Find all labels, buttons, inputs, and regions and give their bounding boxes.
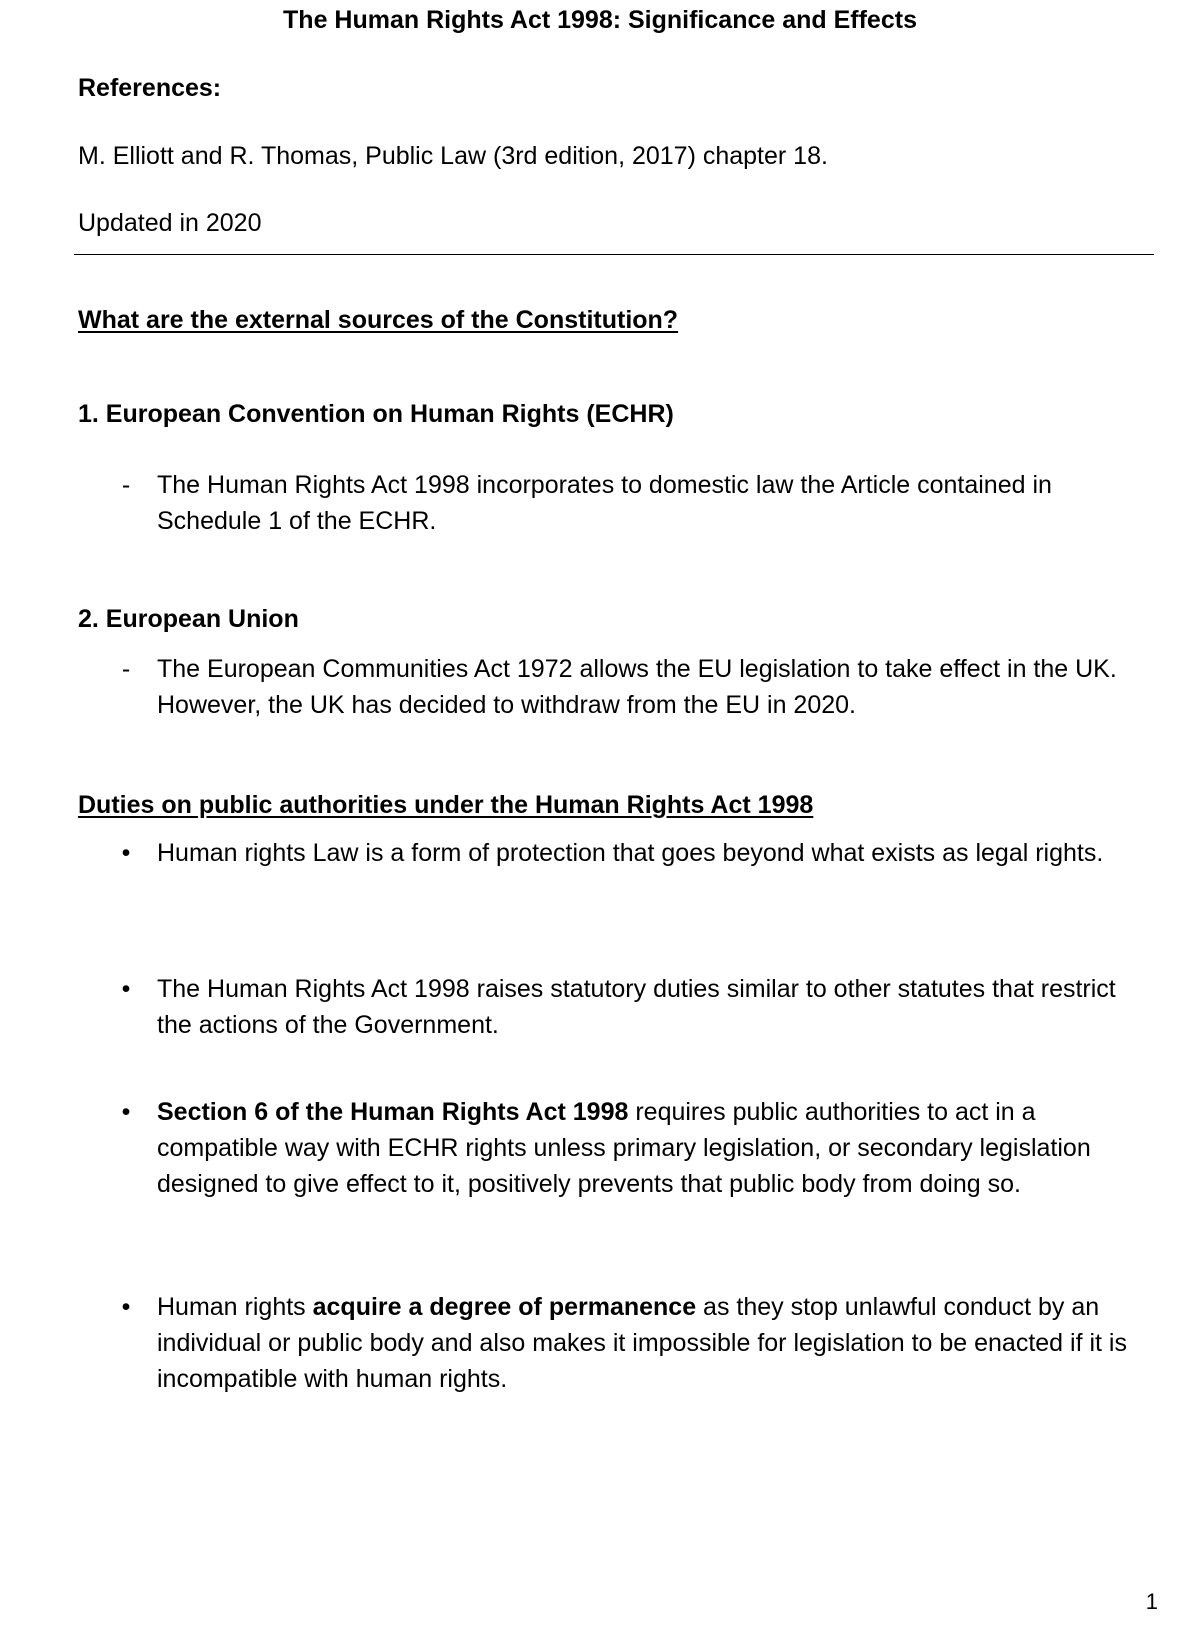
section-6-bold: Section 6 of the Human Rights Act 1998 xyxy=(157,1098,629,1126)
document-title: The Human Rights Act 1998: Significance and Effects xyxy=(283,6,917,34)
references-label: References: xyxy=(78,74,222,102)
duties-heading: Duties on public authorities under the Human Rights Act 1998 xyxy=(78,791,814,819)
external-sources-heading: What are the external sources of the Constitution? xyxy=(78,306,679,334)
horizontal-divider xyxy=(74,254,1154,255)
duties-bullet-3 xyxy=(157,1094,1157,1202)
bullet-marker-1: • xyxy=(121,839,131,867)
page-number: 1 xyxy=(1145,1589,1158,1614)
eu-heading: 2. European Union xyxy=(78,605,299,633)
bullet-marker-2: • xyxy=(121,975,131,1003)
section-6-text: requires public authorities to act in a compatible way with ECHR rights unless primary legislation, or secondary legislation designed to give effect to it, positively prevents that public body from doing so. xyxy=(157,1098,1091,1198)
permanence-text: as they stop unlawful conduct by an individual or public body and also makes it impossible for legislation to be enacted if it is incompatible with human rights. xyxy=(157,1293,1127,1393)
permanence-bold: acquire a degree of permanence xyxy=(312,1293,697,1321)
echr-heading: 1. European Convention on Human Rights (ECHR) xyxy=(78,400,674,428)
eu-text: The European Communities Act 1972 allows the EU legislation to take effect in the UK. However, the UK has decided to withdraw from the EU in 2020. xyxy=(157,655,1117,719)
duties-bullet-1: Human rights Law is a form of protection that goes beyond what exists as legal rights. xyxy=(157,839,1104,867)
duties-bullet-4 xyxy=(157,1289,1157,1397)
echr-dash-marker: - xyxy=(121,471,131,499)
duties-bullet-2: The Human Rights Act 1998 raises statutory duties similar to other statutes that restrict the actions of the Government. xyxy=(157,975,1116,1039)
eu-dash-marker: - xyxy=(121,655,131,683)
reference-entry: M. Elliott and R. Thomas, Public Law (3rd edition, 2017) chapter 18. xyxy=(78,142,828,170)
echr-text: The Human Rights Act 1998 incorporates to domestic law the Article contained in Schedule 1 of the ECHR. xyxy=(157,471,1052,535)
bullet-marker-3: • xyxy=(121,1098,131,1126)
updated-note: Updated in 2020 xyxy=(78,209,262,237)
permanence-start: Human rights xyxy=(157,1293,313,1321)
bullet-marker-4: • xyxy=(121,1293,131,1321)
